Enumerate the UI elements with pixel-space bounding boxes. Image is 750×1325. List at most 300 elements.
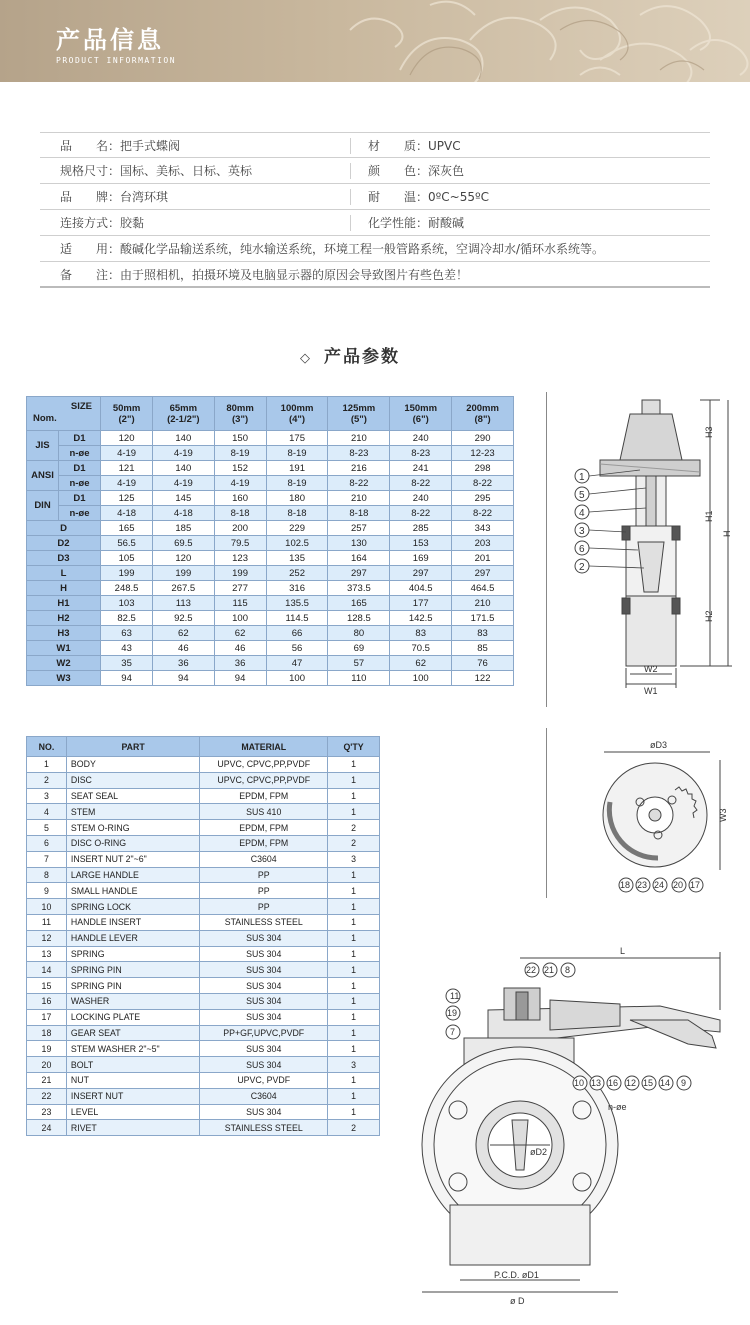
table-cell: 464.5 [452,581,514,596]
size-header: 200mm (8") [452,397,514,431]
part-material: PP+GF,UPVC,PVDF [200,1025,328,1041]
table-cell: 36 [153,656,214,671]
table-cell: 164 [328,551,390,566]
table-cell: 8-19 [266,476,328,491]
part-no: 19 [27,1041,67,1057]
table-cell: 248.5 [101,581,153,596]
table-cell: 171.5 [452,611,514,626]
table-row [27,1072,380,1088]
table-cell: 100 [390,671,452,686]
table-row [27,1104,380,1120]
table-row [27,671,514,686]
part-material: UPVC, CPVC,PP,PVDF [200,757,328,773]
part-name: STEM WASHER 2"~5" [66,1041,199,1057]
part-material: C3604 [200,1088,328,1104]
part-material: UPVC, PVDF [200,1072,328,1088]
table-row [27,581,514,596]
table-cell: 130 [328,536,390,551]
table-cell: 70.5 [390,641,452,656]
row-label: H3 [27,626,101,641]
table-cell: 62 [153,626,214,641]
table-cell: 199 [153,566,214,581]
part-material: UPVC, CPVC,PP,PVDF [200,772,328,788]
standard-label: ANSI [27,461,59,491]
table-cell: 8-23 [328,446,390,461]
info-size: 规格尺寸：国标、美标、日标、英标 [60,164,253,178]
part-name: BODY [66,757,199,773]
info-name: 品 名：把手式蝶阀 [60,139,181,153]
divider [350,215,351,231]
part-qty: 2 [328,835,380,851]
valve-side-view-drawing [560,392,750,702]
part-no: 15 [27,978,67,994]
table-cell: 57 [328,656,390,671]
part-qty: 1 [328,1009,380,1025]
params-title-text: 产品参数 [324,347,400,367]
svg-text:7: 7 [450,1027,456,1037]
part-material: SUS 304 [200,1104,328,1120]
table-row [27,978,380,994]
table-cell: 285 [390,521,452,536]
part-name: WASHER [66,993,199,1009]
part-no: 2 [27,772,67,788]
svg-text:14: 14 [660,1078,671,1088]
part-material: SUS 304 [200,946,328,962]
table-row [27,1041,380,1057]
info-row [40,210,710,236]
size-header: 125mm (5") [328,397,390,431]
table-cell: 373.5 [328,581,390,596]
table-row [27,521,514,536]
part-material: PP [200,883,328,899]
table-row [27,804,380,820]
table-cell: 56 [266,641,328,656]
table-cell: 257 [328,521,390,536]
svg-text:W1: W1 [644,686,658,696]
part-name: INSERT NUT [66,1088,199,1104]
info-row [40,236,710,262]
divider-line [546,728,547,898]
table-cell: 316 [266,581,328,596]
part-no: 8 [27,867,67,883]
svg-text:2: 2 [579,562,585,573]
table-cell: 83 [390,626,452,641]
table-row [27,431,514,446]
table-row [27,772,380,788]
part-qty: 1 [328,993,380,1009]
table-cell: 113 [153,596,214,611]
part-material: SUS 304 [200,993,328,1009]
size-nom-corner: SIZE Nom. [27,397,101,431]
part-qty: 1 [328,1025,380,1041]
info-note: 备 注：由于照相机，拍摄环境及电脑显示器的原因会导致图片有些色差！ [60,268,469,282]
part-no: 23 [27,1104,67,1120]
table-cell: 121 [101,461,153,476]
table-cell: 343 [452,521,514,536]
table-cell: 4-19 [101,476,153,491]
part-material: PP [200,899,328,915]
svg-text:22: 22 [526,965,537,975]
svg-text:øD3: øD3 [650,740,668,750]
valve-top-view-drawing [580,740,740,895]
table-cell: 8-22 [328,476,390,491]
table-row [27,930,380,946]
row-label: n-øe [59,476,101,491]
table-cell: 43 [101,641,153,656]
table-cell: 290 [452,431,514,446]
svg-text:H: H [722,530,732,537]
table-cell: 69 [328,641,390,656]
table-cell: 46 [153,641,214,656]
part-material: SUS 304 [200,962,328,978]
divider [350,189,351,205]
svg-text:ø D: ø D [510,1296,525,1306]
divider-line [546,392,547,707]
part-material: PP [200,867,328,883]
part-no: 12 [27,930,67,946]
table-row [27,851,380,867]
table-cell: 82.5 [101,611,153,626]
part-material: SUS 410 [200,804,328,820]
divider [350,163,351,179]
table-cell: 56.5 [101,536,153,551]
column-header: Q'TY [328,737,380,757]
row-label: H2 [27,611,101,626]
svg-text:W3: W3 [718,808,728,822]
table-cell: 199 [214,566,266,581]
part-name: SEAT SEAL [66,788,199,804]
part-no: 14 [27,962,67,978]
part-name: SPRING PIN [66,962,199,978]
part-no: 5 [27,820,67,836]
part-name: GEAR SEAT [66,1025,199,1041]
table-cell: 8-22 [452,476,514,491]
row-label: D1 [59,431,101,446]
svg-text:W2: W2 [644,664,658,674]
part-name: SPRING PIN [66,978,199,994]
info-chemical: 化学性能：耐酸碱 [368,216,465,230]
part-material: EPDM, FPM [200,788,328,804]
part-no: 20 [27,1057,67,1073]
table-cell: 94 [153,671,214,686]
size-header: 100mm (4") [266,397,328,431]
part-material: SUS 304 [200,978,328,994]
table-cell: 102.5 [266,536,328,551]
part-qty: 1 [328,899,380,915]
part-qty: 1 [328,804,380,820]
table-cell: 240 [390,491,452,506]
table-row [27,506,514,521]
table-cell: 8-22 [452,506,514,521]
info-color: 颜 色：深灰色 [368,164,465,178]
table-row [27,757,380,773]
table-cell: 152 [214,461,266,476]
column-header: NO. [27,737,67,757]
part-qty: 3 [328,851,380,867]
row-label: D1 [59,461,101,476]
table-cell: 201 [452,551,514,566]
part-no: 24 [27,1120,67,1136]
svg-text:4: 4 [579,508,585,519]
part-qty: 1 [328,788,380,804]
svg-text:16: 16 [608,1078,619,1088]
table-cell: 122 [452,671,514,686]
part-qty: 3 [328,1057,380,1073]
part-qty: 1 [328,1104,380,1120]
table-cell: 110 [328,671,390,686]
part-qty: 1 [328,1072,380,1088]
svg-text:12: 12 [626,1078,637,1088]
table-row [27,626,514,641]
diamond-icon: ◇ [300,351,312,366]
table-cell: 140 [153,431,214,446]
part-qty: 1 [328,867,380,883]
table-row [27,461,514,476]
table-cell: 142.5 [390,611,452,626]
row-label: D1 [59,491,101,506]
table-cell: 8-19 [214,446,266,461]
svg-text:n-øe: n-øe [608,1102,627,1112]
part-no: 4 [27,804,67,820]
part-name: BOLT [66,1057,199,1073]
table-cell: 8-18 [266,506,328,521]
table-cell: 297 [328,566,390,581]
table-cell: 66 [266,626,328,641]
info-row [40,262,710,288]
valve-front-view-drawing [420,940,740,1325]
part-material: SUS 304 [200,1057,328,1073]
table-cell: 177 [390,596,452,611]
table-row [27,1057,380,1073]
table-cell: 199 [101,566,153,581]
page-title: 产品信息 [56,26,164,54]
part-no: 7 [27,851,67,867]
svg-text:9: 9 [681,1078,687,1088]
svg-text:H3: H3 [704,426,714,438]
table-cell: 210 [328,491,390,506]
table-cell: 150 [214,431,266,446]
part-material: SUS 304 [200,1009,328,1025]
table-cell: 36 [214,656,266,671]
part-name: SMALL HANDLE [66,883,199,899]
table-row [27,1025,380,1041]
table-cell: 8-22 [390,506,452,521]
svg-text:10: 10 [574,1078,585,1088]
table-cell: 83 [452,626,514,641]
row-label: W3 [27,671,101,686]
part-name: INSERT NUT 2"~6" [66,851,199,867]
table-cell: 135.5 [266,596,328,611]
row-label: H1 [27,596,101,611]
part-name: LEVEL [66,1104,199,1120]
table-cell: 241 [390,461,452,476]
table-cell: 128.5 [328,611,390,626]
table-cell: 105 [101,551,153,566]
row-label: H [27,581,101,596]
table-cell: 79.5 [214,536,266,551]
size-header: 80mm (3") [214,397,266,431]
table-cell: 8-18 [328,506,390,521]
part-name: DISC [66,772,199,788]
part-name: LOCKING PLATE [66,1009,199,1025]
svg-text:23: 23 [637,880,648,890]
table-cell: 120 [101,431,153,446]
svg-text:1: 1 [579,472,585,483]
table-cell: 63 [101,626,153,641]
table-cell: 180 [266,491,328,506]
table-cell: 4-18 [153,506,214,521]
table-row [27,835,380,851]
svg-text:20: 20 [673,880,684,890]
table-cell: 35 [101,656,153,671]
info-connection: 连接方式：胶黏 [60,216,145,230]
table-cell: 103 [101,596,153,611]
table-cell: 203 [452,536,514,551]
table-row [27,656,514,671]
table-cell: 191 [266,461,328,476]
part-qty: 1 [328,962,380,978]
table-cell: 8-18 [214,506,266,521]
part-name: STEM [66,804,199,820]
table-cell: 404.5 [390,581,452,596]
part-no: 10 [27,899,67,915]
table-row [27,641,514,656]
table-cell: 4-19 [153,476,214,491]
svg-text:3: 3 [579,526,585,537]
page-subtitle: PRODUCT INFORMATION [56,56,177,65]
part-name: RIVET [66,1120,199,1136]
table-cell: 298 [452,461,514,476]
svg-text:19: 19 [447,1008,458,1018]
table-cell: 85 [452,641,514,656]
svg-text:8: 8 [565,965,571,975]
table-cell: 252 [266,566,328,581]
svg-text:5: 5 [579,490,585,501]
svg-text:H1: H1 [704,510,714,522]
row-label: n-øe [59,446,101,461]
table-row [27,1120,380,1136]
svg-text:6: 6 [579,544,585,555]
table-cell: 210 [328,431,390,446]
part-name: STEM O-RING [66,820,199,836]
table-row [27,446,514,461]
part-no: 13 [27,946,67,962]
table-cell: 165 [101,521,153,536]
part-qty: 1 [328,1041,380,1057]
part-material: STAINLESS STEEL [200,1120,328,1136]
table-row [27,899,380,915]
table-cell: 277 [214,581,266,596]
table-cell: 4-19 [214,476,266,491]
product-info-table [40,132,710,288]
table-cell: 297 [390,566,452,581]
table-cell: 120 [153,551,214,566]
part-qty: 1 [328,772,380,788]
part-no: 6 [27,835,67,851]
part-qty: 2 [328,820,380,836]
part-no: 3 [27,788,67,804]
svg-text:21: 21 [544,965,555,975]
part-material: STAINLESS STEEL [200,914,328,930]
table-cell: 46 [214,641,266,656]
info-brand: 品 牌：台湾环琪 [60,190,169,204]
table-cell: 80 [328,626,390,641]
divider [350,138,351,154]
row-label: W2 [27,656,101,671]
info-row [40,184,710,210]
table-cell: 169 [390,551,452,566]
table-cell: 47 [266,656,328,671]
table-cell: 94 [101,671,153,686]
part-material: EPDM, FPM [200,835,328,851]
column-header: MATERIAL [200,737,328,757]
parts-table [26,736,380,1136]
row-label: D3 [27,551,101,566]
info-material: 材 质：UPVC [368,139,461,153]
svg-text:13: 13 [591,1078,602,1088]
table-row [27,1009,380,1025]
svg-text:15: 15 [643,1078,654,1088]
table-cell: 297 [452,566,514,581]
svg-text:L: L [620,946,626,956]
table-cell: 76 [452,656,514,671]
table-cell: 92.5 [153,611,214,626]
part-name: NUT [66,1072,199,1088]
part-name: SPRING LOCK [66,899,199,915]
table-cell: 12-23 [452,446,514,461]
svg-text:17: 17 [690,880,701,890]
table-cell: 145 [153,491,214,506]
row-label: D2 [27,536,101,551]
table-row [27,946,380,962]
part-no: 16 [27,993,67,1009]
part-qty: 1 [328,914,380,930]
table-row [27,596,514,611]
row-label: W1 [27,641,101,656]
table-cell: 69.5 [153,536,214,551]
table-row [27,914,380,930]
table-cell: 100 [266,671,328,686]
svg-text:øD2: øD2 [530,1147,548,1157]
table-cell: 160 [214,491,266,506]
table-cell: 229 [266,521,328,536]
svg-text:24: 24 [654,880,665,890]
info-row [40,132,710,158]
info-temperature: 耐 温：0ºC~55ºC [368,190,490,204]
part-name: HANDLE LEVER [66,930,199,946]
table-row [27,1088,380,1104]
table-cell: 210 [452,596,514,611]
table-cell: 114.5 [266,611,328,626]
part-qty: 1 [328,946,380,962]
row-label: L [27,566,101,581]
table-row [27,993,380,1009]
svg-text:P.C.D. øD1: P.C.D. øD1 [494,1270,539,1280]
table-row [27,536,514,551]
part-name: LARGE HANDLE [66,867,199,883]
table-row [27,962,380,978]
part-no: 17 [27,1009,67,1025]
part-name: HANDLE INSERT [66,914,199,930]
table-cell: 153 [390,536,452,551]
part-qty: 2 [328,1120,380,1136]
part-material: C3604 [200,851,328,867]
info-application: 适 用：酸碱化学品输送系统，纯水输送系统，环境工程一般管路系统，空调冷却水/循环水系统等。 [60,242,605,256]
part-no: 11 [27,914,67,930]
table-cell: 8-22 [390,476,452,491]
table-cell: 125 [101,491,153,506]
size-header: 65mm (2-1/2") [153,397,214,431]
